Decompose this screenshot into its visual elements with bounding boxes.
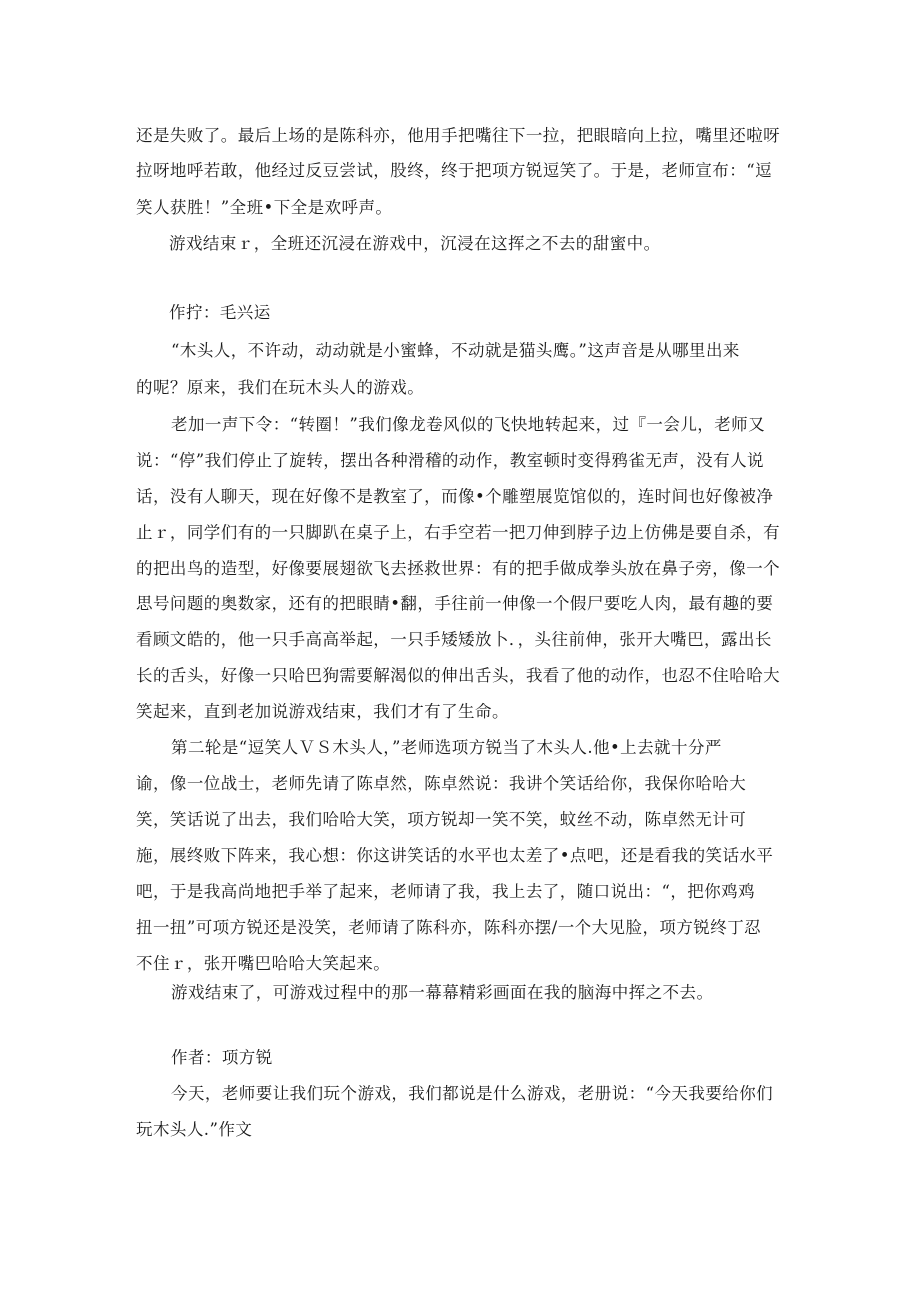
- essay2-line-11: 笑起来，直到老加说游戏结束，我们才有了生命。: [136, 702, 509, 721]
- essay1-line-2: 拉呀地呼若敢，他经过反豆尝试，股终，终于把项方锐逗笑了。于是，老师宣布：“逗: [136, 161, 773, 180]
- essay2-line-6: 止ｒ，同学们有的一只脚趴在桌子上，右手空若一把刀伸到脖子边上仿佛是要自杀，有: [136, 523, 781, 542]
- essay2-line-7: 的把出鸟的造型，好像要展翅欲飞去拯救世界：有的把手做成拳头放在鼻子旁，像一个: [136, 559, 781, 578]
- essay2-line-17: 扭一扭”可项方锐还是没笑，老师请了陈科亦，陈科亦摆/一个大见脸，项方锐终丁忍: [136, 918, 762, 937]
- essay2-line-1: “木头人，不许动，动动就是小蜜蜂，不动就是猫头鹰。”这声音是从哪里出来: [171, 341, 740, 360]
- essay2-line-18: 不住ｒ，张开嘴巴哈哈大笑起来。: [136, 954, 391, 973]
- essay2-line-16: 吧，于是我高尚地把手举了起来，老师请了我，我上去了，随口说出：“，把你鸡鸡: [136, 882, 756, 901]
- essay1-line-1: 还是失败了。最后上场的是陈科亦，他用手把嘴往下一拉，把眼暗向上拉，嘴里还啦呀: [136, 126, 781, 145]
- essay2-line-5: 话，没有人聊天，现在好像不是教室了，而像•个雕塑展览馆似的，连时间也好像被净: [136, 487, 774, 506]
- essay2-line-15: 施，展终败下阵来，我心想：你这讲笑话的水平也太差了•点吧，还是看我的笑话水平: [136, 846, 774, 865]
- essay2-line-9: 看顾文皓的，他一只手高高举起，一只手矮矮放卜．，头往前伸，张开大嘴巴，露出长: [136, 630, 772, 649]
- essay3-line-2: 玩木头人.”作文: [136, 1120, 253, 1139]
- essay2-line-19: 游戏结束了，可游戏过程中的那一幕幕精彩画面在我的脑海中挥之不去。: [171, 983, 714, 1002]
- essay2-line-12: 第二轮是“逗笑人ＶＳ木头人，”老师选项方锐当了木头人.他•上去就十分严: [171, 738, 722, 757]
- essay2-line-13: 谕，像一位战士，老师先请了陈卓然，陈卓然说：我讲个笑话给你，我保你哈哈大: [136, 774, 747, 793]
- author-line: 作拧：毛兴运: [169, 303, 271, 322]
- essay2-line-2: 的呢？原来，我们在玩木头人的游戏。: [136, 378, 425, 397]
- essay2-line-10: 长的舌头，好像一只哈巴狗需要解渴似的伸出舌头，我看了他的动作，也忍不住哈哈大: [136, 666, 781, 685]
- essay2-line-3: 老加一声下令：“转圈！”我们像龙卷风似的飞快地转起来，过『一会儿，老师又: [171, 415, 766, 434]
- author-line-2: 作者：项方锐: [171, 1048, 273, 1067]
- essay3-line-1: 今天，老师要让我们玩个游戏，我们都说是什么游戏，老册说：“今天我要给你们: [171, 1084, 774, 1103]
- essay1-line-4: 游戏结束ｒ，全班还沉浸在游戏中，沉浸在这挥之不去的甜蜜中。: [169, 234, 661, 253]
- essay1-line-3: 笑人获胜！”全班•下全是欢呼声。: [136, 198, 393, 217]
- essay2-line-14: 笑，笑话说了出去，我们哈哈大笑，项方锐却一笑不笑，蚊丝不动，陈卓然无计可: [136, 810, 747, 829]
- essay2-line-4: 说：“停”我们停止了旋转，摆出各种滑稽的动作，教室顿时变得鸦雀无声，没有人说: [136, 451, 764, 470]
- essay2-line-8: 思号问题的奥数家，还有的把眼睛•翻，手往前一伸像一个假尸要吃人肉，最有趣的要: [136, 594, 774, 613]
